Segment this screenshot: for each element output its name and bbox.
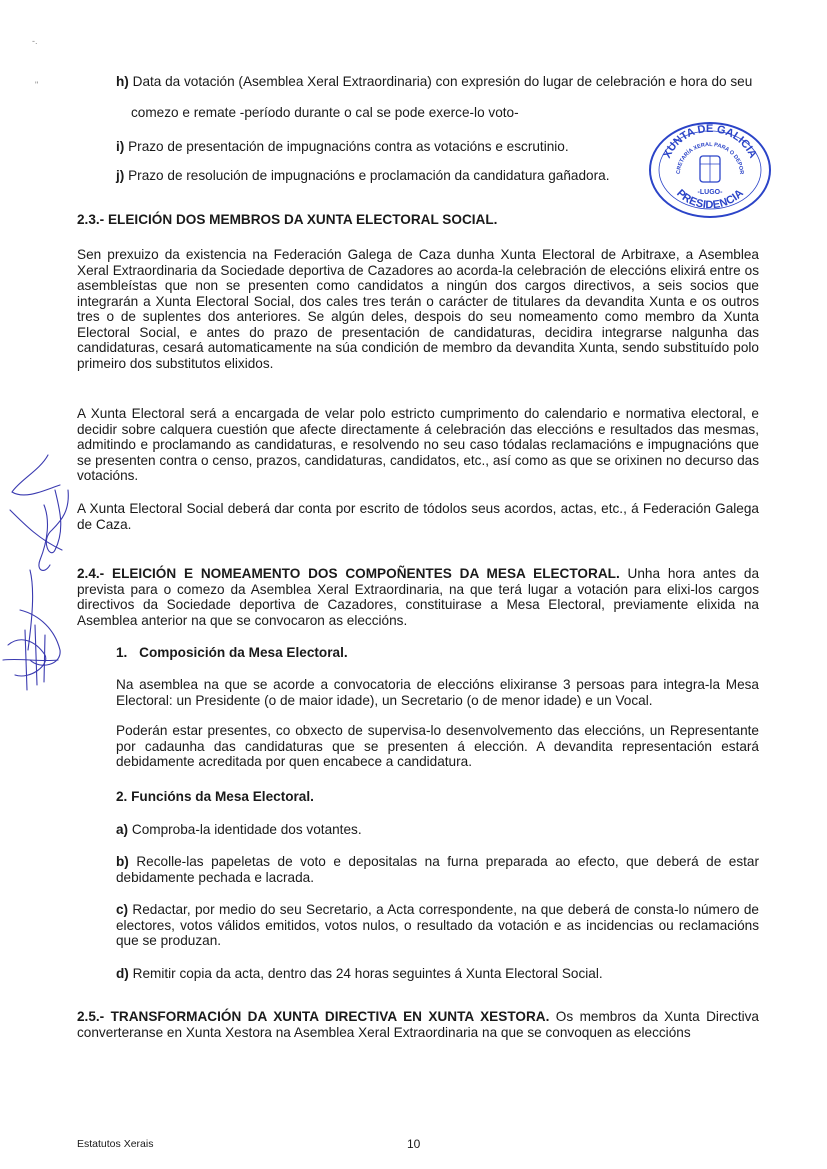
item-text: Recolle-las papeletas de voto e depositalas na furna preparada ao efecto, que deberá de estar debidamente pechada e lacrada. [116,854,759,885]
item-letter: c) [116,902,129,917]
item-text: Comproba-la identidade dos votantes. [128,822,362,837]
section-2-4-intro [77,566,759,628]
item-letter: d) [116,966,129,981]
paragraph: Na asemblea na que se acorde a convocatoria de eleccións elixiranse 3 persoas para integra-la Mesa Electoral: un Presidente (o de maior idade), un Secretario (o de menor idade) e un Vocal. [116,677,759,708]
paragraph: Sen prexuizo da existencia na Federación Galega de Caza dunha Xunta Electoral de Arbitraxe, a Asemblea Xeral Extraordinaria da Sociedade deportiva de Cazadores ao acorda-la celebración de eleccións elixirá entre os asembleístas que non se presenten como candidatos a ningún dos cargos directivos, a seis socios que integrarán a Xunta Electoral Social, dos cales tres terán o carácter de titulares da devandita Xunta e os outros tres o de suplentes dos anteriores. Se algún deles, despois do seu nomeamento como membro da Xunta Electoral Social, e antes do prazo de presentación de candidaturas, decidira integrarse nalgunha das candidaturas, cesará automaticamente na súa condición de membro da devandita Xunta, sendo substituído polo primeiro dos substitutos elixidos. [77,247,759,371]
function-item-c [116,902,759,949]
subsection-heading-functions: 2. Funcións da Mesa Electoral. [116,789,314,804]
paragraph: A Xunta Electoral Social deberá dar conta por escrito de tódolos seus acordos, actas, etc., á Federación Galega de Caza. [77,501,759,532]
scan-mark: " [35,80,39,90]
stamp-bottom-text: PRESIDENCIA [674,187,746,212]
function-item-a [116,822,759,838]
footer-document-title: Estatutos Xerais [77,1138,154,1150]
page-number: 10 [407,1137,421,1151]
svg-text:XUNTA DE GALICIA [661,123,759,160]
item-text: Data da votación (Asemblea Xeral Extraordinaria) con expresión do lugar de celebración e hora do seu [132,74,753,89]
list-item-h [116,74,762,90]
item-text: Prazo de resolución de impugnacións e proclamación da candidatura gañadora. [128,168,610,183]
item-text: Prazo de presentación de impugnacións contra as votacións e escrutinio. [128,139,569,154]
section-text: Os membros da Xunta Directiva converteranse en Xunta Xestora na Asemblea Xeral Extraordinaria na que se convoquen as eleccións [77,1009,759,1040]
section-heading-2-3: 2.3.- ELEICIÓN DOS MEMBROS DA XUNTA ELECTORAL SOCIAL. [77,212,498,227]
paragraph: A Xunta Electoral será a encargada de velar polo estricto cumprimento do calendario e normativa electoral, e decidir sobre calquera cuestión que afecte directamente á celebración das eleccións e resultados das mesmas, admitindo e proclamando as candidaturas, e resolvendo no seu caso tódalas reclamacións e impugnacións que se presenten contra o censo, prazos, candidaturas, candidatos, etc., así como as que se orixinen no decurso das votacións. [77,406,759,483]
subsection-number: 1. [116,645,128,660]
function-item-b [116,854,759,885]
subsection-title: Composición da Mesa Electoral. [139,645,348,660]
list-item-j [116,168,646,184]
subsection-heading-composition [116,645,516,661]
stamp-sub-text: -LUGO- [697,189,723,196]
section-2-5 [77,1009,759,1040]
item-letter: a) [116,822,129,837]
section-intro-text: Unha hora antes da prevista para o comezo da Asemblea Xeral Extraordinaria, na que terá lugar a votación para elixi-los cargos directivos da Sociedade deportiva de Cazadores, constituirase a Mesa Electoral, previamente elixida na Asemblea anterior na que se convocaron as eleccións. [77,566,759,628]
item-text: Remitir copia da acta, dentro das 24 horas seguintes á Xunta Electoral Social. [128,966,603,981]
handwritten-signature [0,450,80,700]
item-letter: j) [116,168,125,183]
function-item-d [116,966,759,982]
item-text: Redactar, por medio do seu Secretario, a Acta correspondente, na que deberá de consta-lo número de electores, votos válidos emitidos, votos nulos, o resultado da votación e as incidencias ou reclamacións que se produzan. [116,902,759,948]
item-letter: i) [116,139,125,154]
paragraph: Poderán estar presentes, co obxecto de supervisa-lo desenvolvemento das eleccións, un Representante por cadaunha das candidaturas que se presenten á elección. A devandita representación estará debidamente acreditada por quen encabece a candidatura. [116,723,759,769]
official-stamp [647,120,773,220]
scan-mark: -. [32,36,38,46]
item-letter: b) [116,854,129,869]
stamp-middle-text: CRETARÍA XERAL PARA O DEPOR [675,141,745,175]
stamp-top-text: XUNTA DE GALICIA [661,122,759,161]
list-item-h-continuation: comezo e remate -período durante o cal se pode exerce-lo voto- [131,105,519,120]
item-letter: h) [116,74,129,89]
list-item-i [116,139,636,155]
section-heading-2-4: 2.4.- ELEICIÓN E NOMEAMENTO DOS COMPOÑENTES DA MESA ELECTORAL. [77,566,620,581]
section-heading-2-5: 2.5.- TRANSFORMACIÓN DA XUNTA DIRECTIVA EN XUNTA XESTORA. [77,1009,550,1024]
